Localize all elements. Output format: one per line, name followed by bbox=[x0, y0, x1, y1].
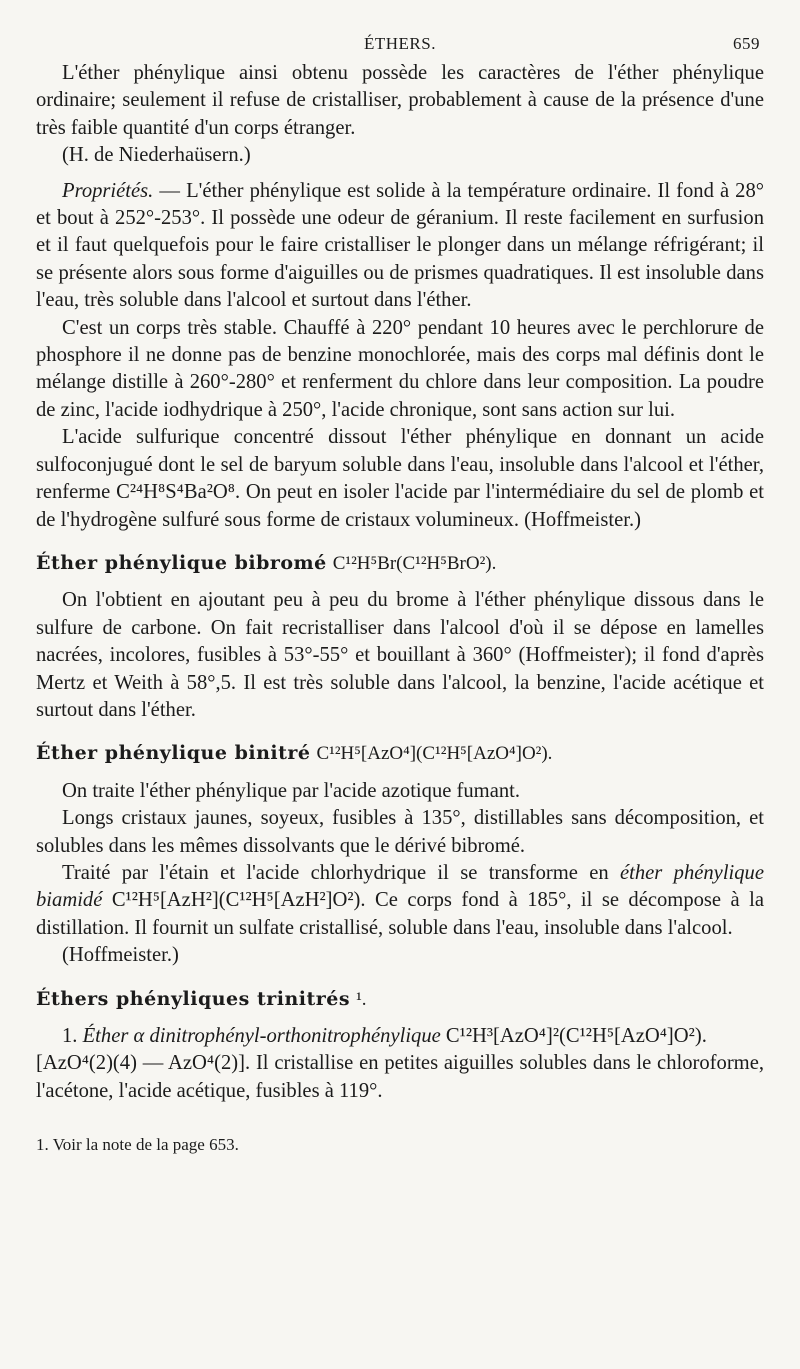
paragraph-trinitre-item-1 bbox=[36, 1023, 764, 1050]
footnote: 1. Voir la note de la page 653. bbox=[36, 1135, 239, 1155]
paragraph-1: L'éther phénylique ainsi obtenu possède les caractères de l'éther phénylique ordinaire; seulement il refuse de cristalliser, probablement à cause de la présence d'une très faible quantité d'un corps étranger. bbox=[36, 62, 764, 139]
paragraph-binitre-2: Longs cristaux jaunes, soyeux, fusibles à 135°, distillables sans décomposition, et solubles dans les mêmes dissolvants que le dérivé bibromé. bbox=[36, 807, 764, 857]
page-number: 659 bbox=[733, 34, 760, 53]
heading-trinitre-title: Éthers phényliques trinitrés bbox=[36, 987, 351, 1010]
item-formula: C¹²H³[AzO⁴]²(C¹²H⁵[AzO⁴]O²). bbox=[440, 1025, 707, 1047]
paragraph-proprietes bbox=[36, 178, 764, 315]
heading-trinitre bbox=[36, 986, 764, 1013]
paragraph-trinitre-text: [AzO⁴(2)(4) — AzO⁴(2)]. Il cristallise en petites aiguilles solubles dans le chloroforme, l'acétone, l'acide acétique, fusibles à 119°. bbox=[36, 1052, 764, 1102]
header-title: ÉTHERS. bbox=[364, 34, 436, 53]
heading-bibrome-title: Éther phénylique bibromé bbox=[36, 551, 327, 574]
reference-niederhausern: (H. de Niederhaüsern.) bbox=[62, 144, 251, 167]
paragraph-binitre-3 bbox=[36, 860, 764, 942]
paragraph-bibrome: On l'obtient en ajoutant peu à peu du brome à l'éther phénylique dissous dans le sulfure de carbone. On fait recristalliser dans l'alcool d'où il se dépose en lamelles nacrées, incolores, fusibles à 53°-55° et bouillant à 360° (Hoffmeister); il fond d'après Mertz et Weith à 58°,5. Il est très soluble dans l'alcool, la benzine, l'acide acétique et surtout dans l'éther. bbox=[36, 589, 764, 721]
proprietes-text: — L'éther phénylique est solide à la température ordinaire. Il fond à 28° et bout à 252°-253°. Il possède une odeur de géranium. Il reste facilement en surfusion et il faut quelquefois pour le faire cristalliser le plonger dans un mélange réfrigérant; il se présente alors sous forme d'aiguilles ou de prismes quadratiques. Il est insoluble dans l'eau, très soluble dans l'alcool et surtout dans l'éther. bbox=[36, 179, 764, 312]
item-number: 1. bbox=[62, 1025, 83, 1047]
heading-bibrome bbox=[36, 550, 764, 577]
heading-bibrome-formula: C¹²H⁵Br(C¹²H⁵BrO²). bbox=[332, 552, 497, 574]
footnote-mark: ¹. bbox=[356, 988, 367, 1010]
reference-hoffmeister: (Hoffmeister.) bbox=[62, 944, 179, 967]
paragraph-sulfuric: L'acide sulfurique concentré dissout l'éther phénylique en donnant un acide sulfoconjugué dont le sel de baryum soluble dans l'eau, insoluble dans l'alcool et l'éther, renferme C²⁴H⁸S⁴Ba²O⁸. On peut en isoler l'acide par l'intermédiaire du sel de plomb et de l'hydrogène sulfuré sous forme de cristaux volumineux. (Hoffmeister.) bbox=[36, 426, 764, 531]
proprietes-label: Propriétés. bbox=[62, 179, 154, 202]
heading-binitre-formula: C¹²H⁵[AzO⁴](C¹²H⁵[AzO⁴]O²). bbox=[316, 743, 553, 765]
paragraph-binitre-1: On traite l'éther phénylique par l'acide azotique fumant. bbox=[62, 779, 521, 802]
binitre-3-pre: Traité par l'étain et l'acide chlorhydrique il se transforme en bbox=[62, 861, 620, 884]
heading-binitre bbox=[36, 740, 764, 767]
heading-binitre-title: Éther phénylique binitré bbox=[36, 742, 311, 765]
binitre-3-post: C¹²H⁵[AzH²](C¹²H⁵[AzH²]O²). Ce corps fond à 185°, il se décompose à la distillation. Il fournit un sulfate cristallisé, soluble dans l'eau, insoluble dans l'alcool. bbox=[36, 889, 764, 939]
paragraph-stability: C'est un corps très stable. Chauffé à 220° pendant 10 heures avec le perchlorure de phosphore il ne donne pas de benzine monochlorée, mais des corps mal définis dont le mélange distille à 260°-280° et renferment du chlore dans leur composition. La poudre de zinc, l'acide iodhydrique à 250°, l'acide chronique, sont sans action sur lui. bbox=[36, 316, 764, 421]
running-header bbox=[36, 28, 764, 60]
page-body bbox=[36, 60, 764, 1159]
binitre-3-italic: éther phénylique biamidé bbox=[36, 861, 764, 912]
item-name: Éther α dinitrophényl-orthonitrophénylique bbox=[82, 1025, 441, 1047]
